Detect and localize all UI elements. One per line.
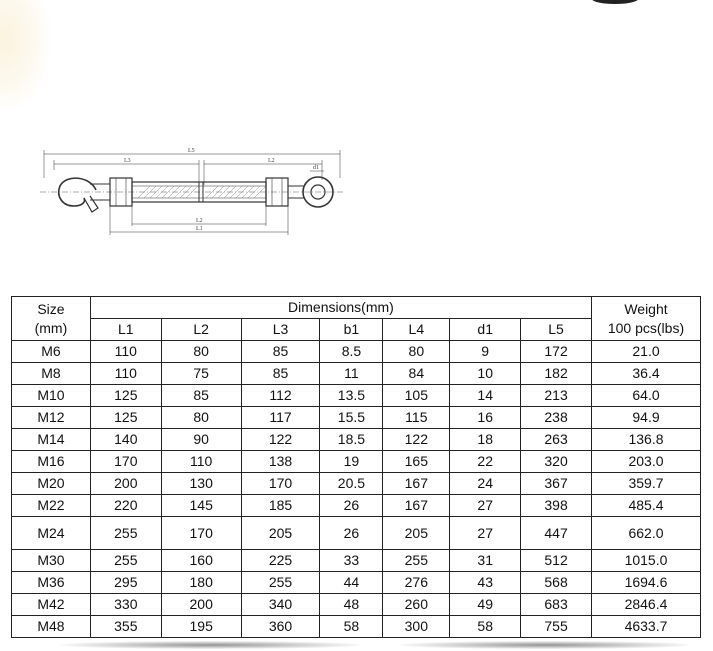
table-row: [12, 517, 701, 550]
cell-l4: 167: [383, 473, 450, 495]
column-header-l1: L1: [90, 319, 161, 341]
cell-l3: 85: [241, 341, 320, 363]
cell-d1: 14: [450, 385, 521, 407]
column-header-l3: L3: [241, 319, 320, 341]
cell-l4: 260: [383, 594, 450, 616]
cell-size: M30: [12, 550, 91, 572]
cell-l4: 276: [383, 572, 450, 594]
table-row: [12, 473, 701, 495]
turnbuckle-diagram: [26, 140, 356, 240]
cell-l2: 130: [161, 473, 241, 495]
cell-l5: 512: [521, 550, 592, 572]
l3-label: L3: [124, 158, 131, 164]
cell-l2: 145: [161, 495, 241, 517]
table-body: [12, 341, 701, 638]
cell-d1: 18: [450, 429, 521, 451]
l2-label: L2: [268, 158, 275, 164]
cell-weight: 1015.0: [592, 550, 701, 572]
cell-b1: 20.5: [320, 473, 383, 495]
cell-weight: 485.4: [592, 495, 701, 517]
cell-size: M42: [12, 594, 91, 616]
cell-d1: 24: [450, 473, 521, 495]
cell-size: M10: [12, 385, 91, 407]
cell-l5: 263: [521, 429, 592, 451]
cell-l3: 112: [241, 385, 320, 407]
l1-label: L1: [196, 226, 203, 232]
cell-size: M12: [12, 407, 91, 429]
column-header-l4: L4: [383, 319, 450, 341]
cell-l1: 170: [90, 451, 161, 473]
cell-weight: 21.0: [592, 341, 701, 363]
cell-d1: 27: [450, 517, 521, 550]
cell-l2: 85: [161, 385, 241, 407]
cell-b1: 58: [320, 616, 383, 638]
cell-l2: 90: [161, 429, 241, 451]
cell-l1: 355: [90, 616, 161, 638]
table-row: [12, 572, 701, 594]
size-header: [12, 297, 91, 341]
cell-size: M16: [12, 451, 91, 473]
cell-b1: 15.5: [320, 407, 383, 429]
d1-label: d1: [313, 165, 319, 171]
cell-b1: 13.5: [320, 385, 383, 407]
cell-l5: 447: [521, 517, 592, 550]
cell-d1: 43: [450, 572, 521, 594]
cell-b1: 19: [320, 451, 383, 473]
cell-l1: 295: [90, 572, 161, 594]
cell-l5: 213: [521, 385, 592, 407]
corner-glow: [0, 0, 50, 110]
cell-l2: 80: [161, 407, 241, 429]
cell-l1: 255: [90, 517, 161, 550]
cell-l2: 80: [161, 341, 241, 363]
cell-d1: 10: [450, 363, 521, 385]
cell-l4: 105: [383, 385, 450, 407]
cell-size: M20: [12, 473, 91, 495]
weight-header-line2: 100 pcs(lbs): [607, 319, 685, 336]
cell-size: M22: [12, 495, 91, 517]
cell-l4: 167: [383, 495, 450, 517]
table-row: [12, 363, 701, 385]
cell-l3: 138: [241, 451, 320, 473]
cell-weight: 662.0: [592, 517, 701, 550]
cell-weight: 64.0: [592, 385, 701, 407]
cell-l4: 122: [383, 429, 450, 451]
cell-l2: 110: [161, 451, 241, 473]
cell-b1: 8.5: [320, 341, 383, 363]
cell-l5: 172: [521, 341, 592, 363]
cell-l1: 125: [90, 407, 161, 429]
table-row: [12, 550, 701, 572]
top-edge-smudge: [592, 0, 638, 4]
table-row: [12, 495, 701, 517]
cell-size: M36: [12, 572, 91, 594]
cell-l2: 180: [161, 572, 241, 594]
cell-l3: 85: [241, 363, 320, 385]
size-header-line2: (mm): [34, 319, 68, 336]
cell-l3: 255: [241, 572, 320, 594]
cell-l4: 300: [383, 616, 450, 638]
cell-weight: 94.9: [592, 407, 701, 429]
cell-l3: 225: [241, 550, 320, 572]
cell-l5: 320: [521, 451, 592, 473]
l5-label: L5: [188, 148, 195, 154]
cell-weight: 36.4: [592, 363, 701, 385]
cell-l5: 683: [521, 594, 592, 616]
cell-l3: 205: [241, 517, 320, 550]
cell-l3: 117: [241, 407, 320, 429]
cell-size: M6: [12, 341, 91, 363]
cell-l1: 200: [90, 473, 161, 495]
dimensions-header: Dimensions(mm): [90, 297, 591, 319]
cell-d1: 16: [450, 407, 521, 429]
cell-l5: 182: [521, 363, 592, 385]
cell-b1: 18.5: [320, 429, 383, 451]
table-row: [12, 341, 701, 363]
cell-l5: 367: [521, 473, 592, 495]
weight-header: [592, 297, 701, 341]
cell-b1: 26: [320, 495, 383, 517]
cell-l1: 125: [90, 385, 161, 407]
column-header-b1: b1: [320, 319, 383, 341]
cell-d1: 31: [450, 550, 521, 572]
cell-b1: 26: [320, 517, 383, 550]
cell-d1: 58: [450, 616, 521, 638]
cell-l3: 360: [241, 616, 320, 638]
cell-l4: 115: [383, 407, 450, 429]
cell-l3: 340: [241, 594, 320, 616]
cell-l1: 110: [90, 341, 161, 363]
cell-l2: 170: [161, 517, 241, 550]
cell-size: M8: [12, 363, 91, 385]
size-header-line1: Size: [37, 300, 65, 317]
cell-weight: 203.0: [592, 451, 701, 473]
cell-l5: 398: [521, 495, 592, 517]
cell-l2: 195: [161, 616, 241, 638]
cell-d1: 49: [450, 594, 521, 616]
cell-weight: 359.7: [592, 473, 701, 495]
cell-l4: 205: [383, 517, 450, 550]
cell-weight: 136.8: [592, 429, 701, 451]
column-header-l2: L2: [161, 319, 241, 341]
cell-weight: 1694.6: [592, 572, 701, 594]
body-hatching: [138, 186, 265, 198]
column-header-l5: L5: [521, 319, 592, 341]
table-row: [12, 451, 701, 473]
table-row: [12, 385, 701, 407]
cell-weight: 2846.4: [592, 594, 701, 616]
cell-l2: 160: [161, 550, 241, 572]
cell-l2: 75: [161, 363, 241, 385]
cell-b1: 48: [320, 594, 383, 616]
cell-d1: 22: [450, 451, 521, 473]
specification-table: [11, 296, 701, 638]
cell-b1: 11: [320, 363, 383, 385]
cell-weight: 4633.7: [592, 616, 701, 638]
table-row: [12, 594, 701, 616]
table-row: [12, 407, 701, 429]
cell-l5: 238: [521, 407, 592, 429]
cell-l4: 80: [383, 341, 450, 363]
cell-l4: 84: [383, 363, 450, 385]
cell-size: M48: [12, 616, 91, 638]
cell-size: M14: [12, 429, 91, 451]
cell-l1: 330: [90, 594, 161, 616]
table-row: [12, 429, 701, 451]
cell-size: M24: [12, 517, 91, 550]
cell-b1: 44: [320, 572, 383, 594]
cell-l1: 140: [90, 429, 161, 451]
cell-d1: 9: [450, 341, 521, 363]
cell-l5: 568: [521, 572, 592, 594]
bottom-shadow-right: [400, 641, 690, 649]
cell-l1: 255: [90, 550, 161, 572]
cell-b1: 33: [320, 550, 383, 572]
cell-l1: 110: [90, 363, 161, 385]
l2-lower-label: L2: [196, 218, 203, 224]
cell-l1: 220: [90, 495, 161, 517]
cell-l3: 170: [241, 473, 320, 495]
cell-l4: 255: [383, 550, 450, 572]
cell-l3: 185: [241, 495, 320, 517]
bottom-shadow-left: [60, 641, 360, 649]
table-row: [12, 616, 701, 638]
cell-l5: 755: [521, 616, 592, 638]
cell-d1: 27: [450, 495, 521, 517]
weight-header-line1: Weight: [624, 300, 668, 317]
cell-l2: 200: [161, 594, 241, 616]
column-header-d1: d1: [450, 319, 521, 341]
cell-l4: 165: [383, 451, 450, 473]
cell-l3: 122: [241, 429, 320, 451]
